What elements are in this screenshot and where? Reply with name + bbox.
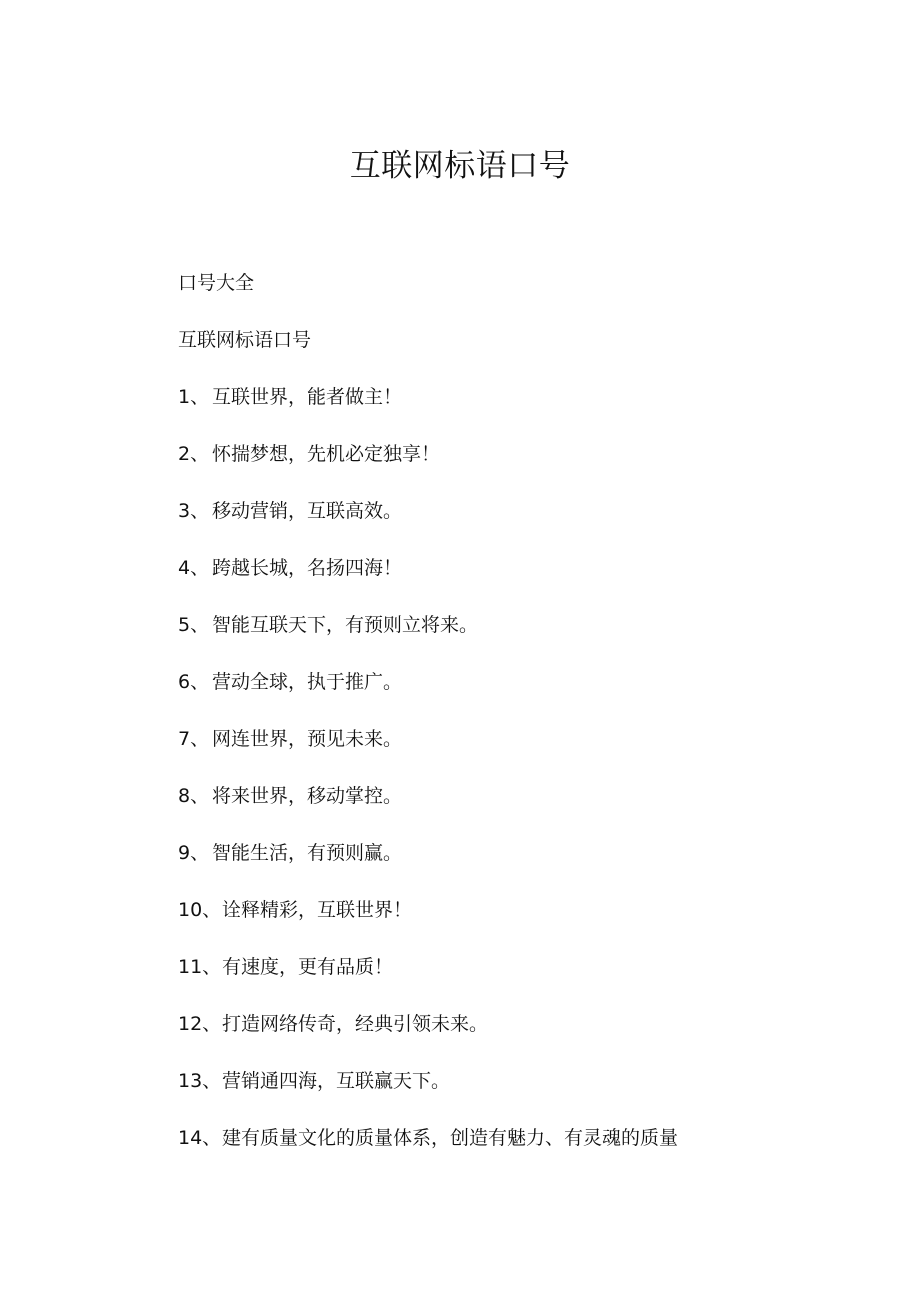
list-item bbox=[178, 613, 678, 670]
item-number: 4、 bbox=[178, 557, 210, 579]
item-text: 跨越长城，名扬四海！ bbox=[212, 557, 403, 579]
item-text: 智能互联天下，有预则立将来。 bbox=[212, 614, 479, 636]
item-number: 1、 bbox=[178, 386, 210, 408]
list-item bbox=[178, 556, 678, 613]
item-text: 营动全球，执于推广。 bbox=[212, 671, 403, 693]
list-item bbox=[178, 385, 678, 442]
list-item bbox=[178, 898, 678, 955]
item-text: 互联世界，能者做主！ bbox=[212, 386, 403, 408]
item-number: 12、 bbox=[178, 1013, 222, 1035]
list-item bbox=[178, 955, 678, 1012]
item-text: 将来世界，移动掌控。 bbox=[212, 785, 403, 807]
item-number: 5、 bbox=[178, 614, 210, 636]
item-number: 14、 bbox=[178, 1127, 222, 1149]
item-number: 3、 bbox=[178, 500, 210, 522]
item-number: 7、 bbox=[178, 728, 210, 750]
list-item bbox=[178, 1069, 678, 1126]
item-number: 11、 bbox=[178, 956, 222, 978]
item-text: 智能生活，有预则赢。 bbox=[212, 842, 403, 864]
section-subheading: 互联网标语口号 bbox=[178, 329, 312, 351]
item-number: 6、 bbox=[178, 671, 210, 693]
list-item bbox=[178, 727, 678, 784]
item-text: 诠释精彩，互联世界！ bbox=[222, 899, 413, 921]
item-text: 打造网络传奇，经典引领未来。 bbox=[222, 1013, 489, 1035]
list-item bbox=[178, 499, 678, 556]
item-text: 营销通四海，互联赢天下。 bbox=[222, 1070, 451, 1092]
item-number: 9、 bbox=[178, 842, 210, 864]
item-text: 怀揣梦想，先机必定独享！ bbox=[212, 443, 441, 465]
slogan-list bbox=[178, 385, 678, 1183]
list-item bbox=[178, 841, 678, 898]
list-item bbox=[178, 670, 678, 727]
item-number: 13、 bbox=[178, 1070, 222, 1092]
item-text: 建有质量文化的质量体系，创造有魅力、有灵魂的质量 bbox=[222, 1127, 679, 1149]
item-number: 2、 bbox=[178, 443, 210, 465]
document-title: 互联网标语口号 bbox=[349, 148, 571, 184]
list-item bbox=[178, 442, 678, 499]
item-text: 网连世界，预见未来。 bbox=[212, 728, 403, 750]
section-heading: 口号大全 bbox=[178, 272, 255, 294]
item-text: 有速度，更有品质！ bbox=[222, 956, 394, 978]
list-item bbox=[178, 1126, 678, 1183]
item-number: 10、 bbox=[178, 899, 222, 921]
item-text: 移动营销，互联高效。 bbox=[212, 500, 403, 522]
list-item bbox=[178, 784, 678, 841]
list-item bbox=[178, 1012, 678, 1069]
item-number: 8、 bbox=[178, 785, 210, 807]
